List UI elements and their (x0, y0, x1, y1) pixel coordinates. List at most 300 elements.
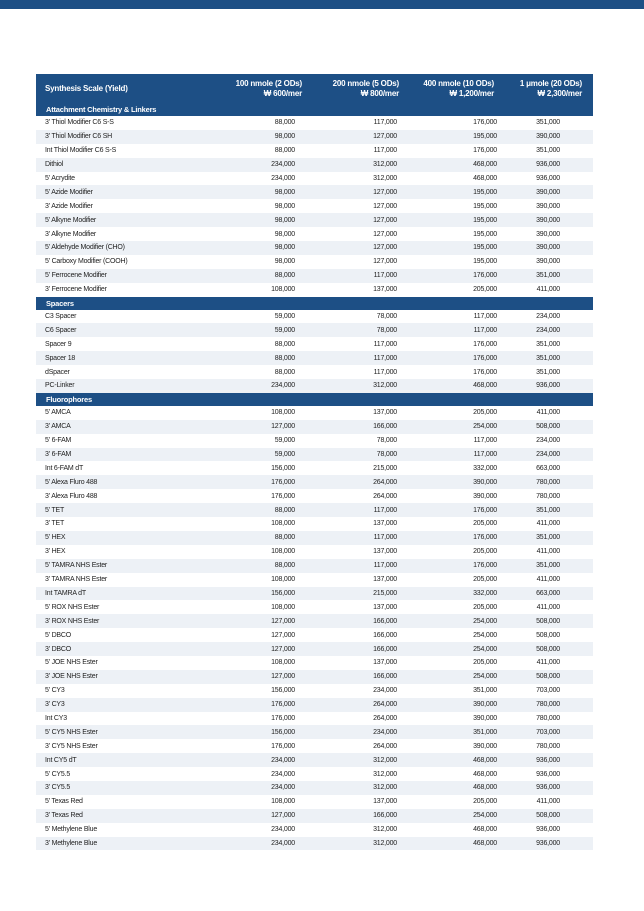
price-cell: 390,000 (502, 185, 593, 199)
price-cell: 176,000 (473, 147, 497, 155)
price-cell: 88,000 (206, 269, 304, 283)
price-cell: 88,000 (274, 119, 295, 127)
price-cell: 468,000 (403, 837, 502, 851)
table-row (36, 227, 593, 241)
table-row (36, 337, 593, 351)
table-row (36, 172, 593, 186)
price-cell: 166,000 (304, 420, 403, 434)
price-cell: 117,000 (373, 147, 397, 155)
price-cell: 108,000 (271, 520, 295, 528)
price-cell: 390,000 (536, 230, 560, 238)
table-row (36, 642, 593, 656)
table-row (36, 531, 593, 545)
price-cell: 390,000 (403, 698, 502, 712)
price-cell: 411,000 (536, 409, 560, 417)
price-cell: 234,000 (502, 323, 593, 337)
price-cell: 195,000 (403, 241, 502, 255)
product-name-cell: 5' Aldehyde Modifier (CHO) (36, 241, 206, 255)
price-cell: 127,000 (206, 670, 304, 684)
price-cell: 234,000 (206, 781, 304, 795)
table-row (36, 475, 593, 489)
price-cell: 936,000 (502, 379, 593, 393)
price-cell: 780,000 (536, 742, 560, 750)
price-cell: 205,000 (473, 603, 497, 611)
price-cell: 351,000 (473, 687, 497, 695)
price-cell: 88,000 (206, 351, 304, 365)
price-cell: 390,000 (502, 241, 593, 255)
price-table-container (36, 74, 593, 850)
price-cell: 508,000 (536, 631, 560, 639)
product-name-cell: 5' Alexa Fluro 488 (36, 475, 206, 489)
table-row (36, 795, 593, 809)
table-row (36, 573, 593, 587)
price-cell: 780,000 (502, 698, 593, 712)
product-name-cell: 5' Azide Modifier (36, 185, 206, 199)
price-cell: 312,000 (373, 175, 397, 182)
header-col-scale: 1 μmole (20 ODs) (519, 78, 582, 88)
table-header (36, 74, 593, 103)
price-cell: 176,000 (206, 475, 304, 489)
price-cell: 88,000 (206, 503, 304, 517)
price-cell: 780,000 (536, 492, 560, 500)
product-name-cell: 5' Acrydite (45, 175, 75, 182)
table-row (36, 767, 593, 781)
price-cell: 234,000 (536, 313, 560, 321)
price-cell: 117,000 (403, 323, 502, 337)
section-title: Attachment Chemistry & Linkers (36, 103, 593, 116)
product-name-cell: 3' Thiol Modifier C6 S-S (45, 119, 114, 127)
price-cell: 108,000 (271, 659, 295, 667)
price-cell: 78,000 (304, 448, 403, 462)
price-cell: 156,000 (271, 687, 295, 695)
header-col-100nmole (206, 74, 304, 103)
price-cell: 351,000 (502, 531, 593, 545)
price-cell: 98,000 (274, 230, 295, 238)
price-cell: 254,000 (403, 642, 502, 656)
table-row (36, 461, 593, 475)
section-title: Spacers (36, 297, 593, 310)
table-row (36, 809, 593, 823)
product-name-cell: 3' Alkyne Modifier (45, 230, 97, 238)
price-cell: 117,000 (304, 269, 403, 283)
product-name-cell: 3' HEX (45, 548, 66, 556)
price-cell: 351,000 (502, 351, 593, 365)
product-name-cell: 3' Ferrocene Modifier (45, 286, 107, 294)
table-row (36, 600, 593, 614)
price-cell: 127,000 (206, 809, 304, 823)
header-col-price: ₩ 600/mer (263, 88, 302, 98)
price-cell: 88,000 (274, 340, 295, 348)
price-cell: 98,000 (206, 213, 304, 227)
price-cell: 264,000 (373, 492, 397, 500)
price-cell: 234,000 (304, 725, 403, 739)
section-header-row (36, 103, 593, 116)
price-cell: 117,000 (403, 448, 502, 462)
price-cell: 312,000 (373, 826, 397, 834)
price-cell: 936,000 (502, 158, 593, 172)
price-cell: 215,000 (373, 464, 397, 472)
price-cell: 312,000 (304, 379, 403, 393)
table-row (36, 684, 593, 698)
product-name-cell: 5' Ferrocene Modifier (36, 269, 206, 283)
price-cell: 234,000 (206, 379, 304, 393)
price-cell: 234,000 (502, 448, 593, 462)
price-cell: 780,000 (536, 714, 560, 722)
price-cell: 264,000 (373, 714, 397, 722)
product-name-cell: 5' Methylene Blue (45, 826, 98, 834)
price-cell: 117,000 (304, 503, 403, 517)
price-cell: 508,000 (502, 670, 593, 684)
price-cell: 195,000 (403, 130, 502, 144)
price-cell: 166,000 (304, 670, 403, 684)
table-row (36, 739, 593, 753)
price-cell: 59,000 (206, 323, 304, 337)
price-cell: 108,000 (271, 576, 295, 584)
price-cell: 234,000 (271, 175, 295, 182)
price-cell: 390,000 (473, 714, 497, 722)
price-cell: 108,000 (271, 286, 295, 294)
table-row (36, 545, 593, 559)
table-row (36, 614, 593, 628)
table-row (36, 725, 593, 739)
price-cell: 156,000 (271, 464, 295, 472)
price-cell: 137,000 (373, 798, 397, 806)
price-cell: 468,000 (403, 781, 502, 795)
price-cell: 78,000 (304, 323, 403, 337)
price-cell: 332,000 (403, 587, 502, 601)
table-row (36, 351, 593, 365)
price-cell: 264,000 (373, 742, 397, 750)
price-cell: 98,000 (274, 202, 295, 210)
table-row (36, 365, 593, 379)
table-row (36, 503, 593, 517)
price-cell: 351,000 (536, 368, 560, 376)
product-name-cell: C6 Spacer (36, 323, 206, 337)
table-row (36, 213, 593, 227)
price-cell: 117,000 (373, 368, 397, 376)
price-cell: 127,000 (206, 614, 304, 628)
table-row (36, 698, 593, 712)
synthesis-price-table (36, 74, 593, 850)
price-cell: 98,000 (206, 241, 304, 255)
table-row (36, 712, 593, 726)
product-name-cell: PC-Linker (36, 379, 206, 393)
price-cell: 108,000 (271, 548, 295, 556)
product-name-cell: 5' TAMRA NHS Ester (36, 559, 206, 573)
product-name-cell: 5' CY5 NHS Ester (36, 725, 206, 739)
price-cell: 205,000 (473, 286, 497, 294)
price-cell: 390,000 (473, 492, 497, 500)
price-cell: 390,000 (403, 475, 502, 489)
price-cell: 127,000 (304, 241, 403, 255)
product-name-cell: 5' TET (36, 503, 206, 517)
price-cell: 127,000 (373, 258, 397, 266)
price-cell: 176,000 (403, 559, 502, 573)
header-col-price: ₩ 800/mer (360, 88, 399, 98)
price-cell: 137,000 (373, 603, 397, 611)
product-name-cell: Int Thiol Modifier C6 S-S (45, 147, 117, 155)
price-cell: 468,000 (473, 826, 497, 834)
price-cell: 936,000 (536, 826, 560, 834)
price-cell: 98,000 (274, 258, 295, 266)
product-name-cell: 5' ROX NHS Ester (45, 603, 100, 611)
product-name-cell: 3' ROX NHS Ester (36, 614, 206, 628)
header-col-1umole (502, 74, 593, 103)
product-name-cell: 5' Texas Red (45, 798, 83, 806)
price-cell: 156,000 (206, 725, 304, 739)
product-name-cell: Int CY5 dT (36, 753, 206, 767)
price-cell: 663,000 (502, 587, 593, 601)
table-row (36, 823, 593, 837)
table-row (36, 434, 593, 448)
price-cell: 59,000 (274, 313, 295, 321)
table-row (36, 489, 593, 503)
price-cell: 234,000 (206, 837, 304, 851)
product-name-cell: 5' JOE NHS Ester (45, 659, 98, 667)
header-col-price: ₩ 2,300/mer (537, 88, 582, 98)
price-cell: 127,000 (373, 202, 397, 210)
table-row (36, 269, 593, 283)
price-cell: 88,000 (206, 531, 304, 545)
price-cell: 312,000 (304, 753, 403, 767)
price-cell: 234,000 (536, 437, 560, 445)
table-row (36, 310, 593, 324)
product-name-cell: 3' CY3 (36, 698, 206, 712)
table-row (36, 420, 593, 434)
table-row (36, 199, 593, 213)
price-cell: 176,000 (473, 340, 497, 348)
price-cell: 195,000 (473, 202, 497, 210)
section-title: Fluorophores (36, 393, 593, 406)
price-cell: 312,000 (304, 837, 403, 851)
price-cell: 508,000 (502, 642, 593, 656)
table-body (36, 103, 593, 850)
price-cell: 166,000 (373, 631, 397, 639)
product-name-cell: 3' Alexa Fluro 488 (45, 492, 98, 500)
price-cell: 176,000 (403, 351, 502, 365)
price-cell: 108,000 (271, 603, 295, 611)
price-cell: 351,000 (502, 559, 593, 573)
price-cell: 166,000 (304, 809, 403, 823)
price-cell: 88,000 (274, 368, 295, 376)
price-cell: 176,000 (271, 742, 295, 750)
table-row (36, 255, 593, 269)
table-row (36, 323, 593, 337)
product-name-cell: 5' Alkyne Modifier (36, 213, 206, 227)
section-header-row (36, 297, 593, 310)
price-cell: 312,000 (373, 770, 397, 778)
top-color-band (0, 0, 644, 9)
product-name-cell: 5' CY5.5 (45, 770, 71, 778)
price-cell: 78,000 (376, 437, 397, 445)
price-cell: 176,000 (206, 698, 304, 712)
header-col-scale: 400 nmole (10 ODs) (423, 78, 494, 88)
product-name-cell: 5' AMCA (45, 409, 71, 417)
price-cell: 59,000 (206, 448, 304, 462)
price-cell: 390,000 (502, 130, 593, 144)
price-cell: 351,000 (536, 340, 560, 348)
price-cell: 234,000 (271, 770, 295, 778)
header-scale-label: Synthesis Scale (Yield) (36, 74, 206, 103)
price-cell: 234,000 (271, 826, 295, 834)
price-cell: 411,000 (536, 286, 560, 294)
price-cell: 176,000 (271, 714, 295, 722)
price-cell: 127,000 (304, 213, 403, 227)
price-cell: 215,000 (304, 587, 403, 601)
price-cell: 264,000 (304, 475, 403, 489)
product-name-cell: 5' CY3 (45, 687, 65, 695)
price-cell: 127,000 (373, 230, 397, 238)
price-cell: 508,000 (502, 809, 593, 823)
table-row (36, 837, 593, 851)
product-name-cell: dSpacer (45, 368, 70, 376)
price-cell: 108,000 (271, 409, 295, 417)
product-name-cell: 3' TAMRA NHS Ester (45, 576, 108, 584)
price-cell: 205,000 (473, 659, 497, 667)
price-cell: 127,000 (271, 631, 295, 639)
price-cell: 390,000 (502, 213, 593, 227)
product-name-cell: 3' AMCA (36, 420, 206, 434)
price-cell: 59,000 (274, 437, 295, 445)
price-cell: 254,000 (403, 670, 502, 684)
price-cell: 390,000 (536, 202, 560, 210)
table-row (36, 628, 593, 642)
price-cell: 137,000 (373, 520, 397, 528)
product-name-cell: 3' Thiol Modifier C6 SH (36, 130, 206, 144)
price-cell: 663,000 (536, 464, 560, 472)
table-row (36, 753, 593, 767)
product-name-cell: 3' Texas Red (36, 809, 206, 823)
price-cell: 468,000 (403, 379, 502, 393)
price-cell: 411,000 (536, 603, 560, 611)
price-cell: 137,000 (373, 409, 397, 417)
product-name-cell: 5' DBCO (45, 631, 71, 639)
price-cell: 137,000 (373, 659, 397, 667)
price-cell: 117,000 (473, 437, 497, 445)
price-cell: 195,000 (403, 185, 502, 199)
product-name-cell: 3' JOE NHS Ester (36, 670, 206, 684)
price-cell: 78,000 (376, 313, 397, 321)
product-name-cell: 3' Methylene Blue (36, 837, 206, 851)
price-cell: 205,000 (473, 548, 497, 556)
price-cell: 195,000 (473, 258, 497, 266)
price-cell: 176,000 (271, 492, 295, 500)
price-cell: 508,000 (502, 420, 593, 434)
price-cell: 411,000 (536, 520, 560, 528)
table-row (36, 158, 593, 172)
price-cell: 264,000 (304, 698, 403, 712)
table-row (36, 587, 593, 601)
table-row (36, 406, 593, 420)
price-cell: 411,000 (536, 576, 560, 584)
price-cell: 176,000 (403, 531, 502, 545)
price-cell: 936,000 (502, 837, 593, 851)
price-cell: 176,000 (473, 368, 497, 376)
price-cell: 205,000 (473, 409, 497, 417)
price-cell: 195,000 (403, 213, 502, 227)
price-cell: 936,000 (536, 770, 560, 778)
price-cell: 117,000 (304, 351, 403, 365)
table-row (36, 379, 593, 393)
header-col-scale: 100 nmole (2 ODs) (235, 78, 302, 88)
header-col-200nmole (304, 74, 403, 103)
price-cell: 254,000 (473, 631, 497, 639)
product-name-cell: Spacer 9 (45, 340, 72, 348)
table-row (36, 241, 593, 255)
price-cell: 234,000 (206, 158, 304, 172)
product-name-cell: 3' TET (45, 520, 65, 528)
section-header-row (36, 393, 593, 406)
price-cell: 166,000 (304, 642, 403, 656)
table-row (36, 448, 593, 462)
price-cell: 117,000 (373, 119, 397, 127)
product-name-cell: Int TAMRA dT (36, 587, 206, 601)
table-row (36, 781, 593, 795)
price-cell: 234,000 (206, 753, 304, 767)
price-cell: 205,000 (473, 576, 497, 584)
product-name-cell: 5' 6-FAM (45, 437, 72, 445)
price-cell: 332,000 (473, 464, 497, 472)
price-cell: 936,000 (536, 175, 560, 182)
price-cell: 137,000 (373, 548, 397, 556)
product-name-cell: C3 Spacer (45, 313, 77, 321)
price-cell: 98,000 (206, 185, 304, 199)
price-cell: 117,000 (473, 313, 497, 321)
price-cell: 312,000 (304, 781, 403, 795)
product-name-cell: 3' CY5.5 (36, 781, 206, 795)
table-row (36, 517, 593, 531)
price-cell: 127,000 (304, 185, 403, 199)
product-name-cell: Int 6-FAM dT (45, 464, 84, 472)
product-name-cell: 5' HEX (36, 531, 206, 545)
price-cell: 508,000 (502, 614, 593, 628)
price-cell: 390,000 (473, 742, 497, 750)
product-name-cell: Spacer 18 (36, 351, 206, 365)
price-cell: 156,000 (206, 587, 304, 601)
price-cell: 205,000 (473, 520, 497, 528)
product-name-cell: 3' CY5 NHS Ester (45, 742, 98, 750)
price-cell: 312,000 (304, 158, 403, 172)
product-name-cell: Int CY3 (45, 714, 67, 722)
price-cell: 195,000 (473, 230, 497, 238)
header-col-scale: 200 nmole (5 ODs) (332, 78, 399, 88)
price-cell: 703,000 (502, 725, 593, 739)
product-name-cell: 3' DBCO (36, 642, 206, 656)
price-cell: 390,000 (536, 258, 560, 266)
price-cell: 254,000 (403, 420, 502, 434)
price-cell: 88,000 (274, 147, 295, 155)
price-cell: 166,000 (304, 614, 403, 628)
price-cell: 254,000 (403, 809, 502, 823)
price-cell: 137,000 (373, 576, 397, 584)
price-cell: 127,000 (206, 642, 304, 656)
price-cell: 411,000 (536, 659, 560, 667)
header-col-price: ₩ 1,200/mer (449, 88, 494, 98)
price-cell: 98,000 (206, 130, 304, 144)
price-cell: 351,000 (403, 725, 502, 739)
price-cell: 254,000 (403, 614, 502, 628)
product-name-cell: 3' Azide Modifier (45, 202, 93, 210)
table-row (36, 144, 593, 158)
price-cell: 468,000 (403, 158, 502, 172)
price-cell: 468,000 (473, 175, 497, 182)
price-cell: 703,000 (536, 687, 560, 695)
price-cell: 780,000 (502, 475, 593, 489)
price-cell: 936,000 (502, 781, 593, 795)
price-cell: 234,000 (373, 687, 397, 695)
price-cell: 468,000 (473, 770, 497, 778)
price-cell: 117,000 (373, 340, 397, 348)
